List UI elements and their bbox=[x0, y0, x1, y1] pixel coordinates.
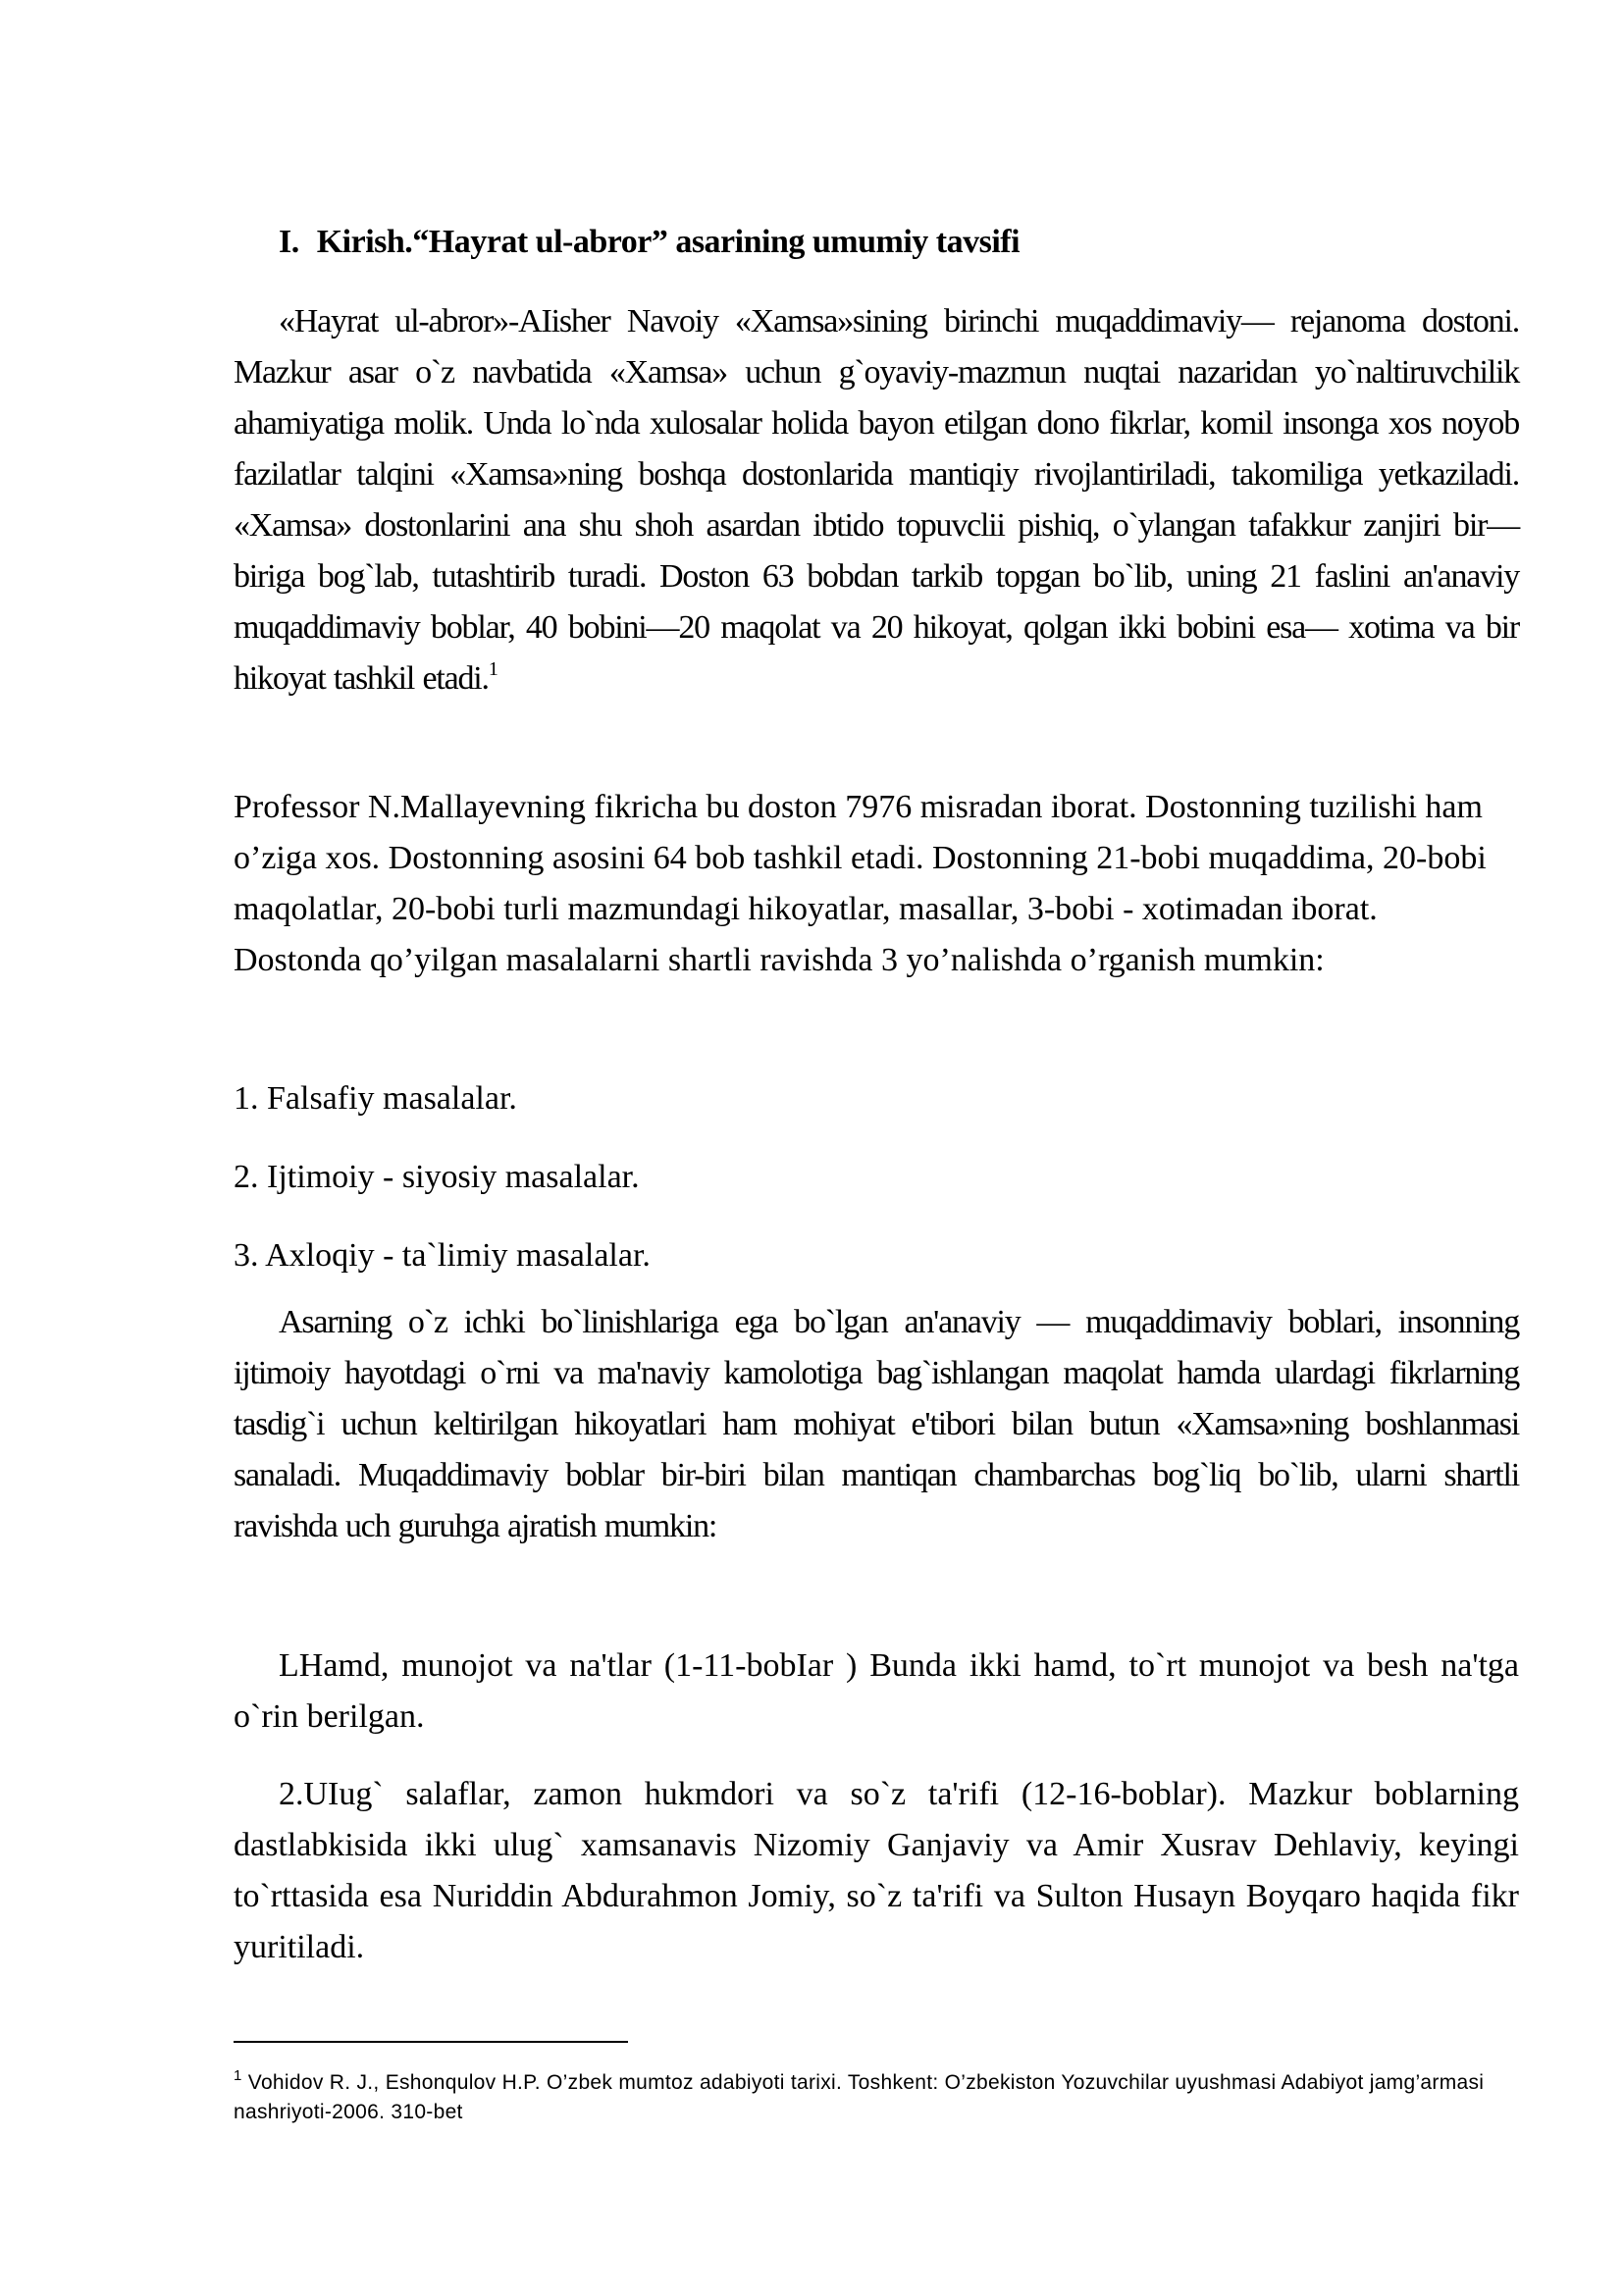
list-item-axloqiy: 3. Axloqiy - ta`limiy masalalar. bbox=[234, 1237, 651, 1274]
section-number: I. bbox=[279, 224, 299, 260]
boblar-paragraph: Asarning o`z ichki bo`linishlariga ega bo`lgan an'anaviy — muqaddimaviy boblari, insonning ijtimoiy hayotdagi o`rni va ma'naviy kamolotiga bag`ishlangan maqolat hamda ulardagi fikrlarning tasdig`i uchun keltirilgan hikoyatlari ham mohiyat e'tibori bilan butun «Xamsa»ning boshlanmasi sanaladi. Muqaddimaviy boblar bir-biri bilan mantiqan chambarchas bog`liq bo`lib, ularni shartli ravishda uch guruhga ajratish mumkin: bbox=[234, 1304, 1519, 1544]
list-item-falsafiy: 1. Falsafiy masalalar. bbox=[234, 1080, 517, 1117]
footnote-text: Vohidov R. J., Eshonqulov H.P. O’zbek mumtoz adabiyoti tarixi. Toshkent: O’zbekiston Yozuvchilar uyushmasi Adabiyot jamg’armasi nashriyoti-2006. 310-bet bbox=[234, 2071, 1485, 2123]
footnote-number: 1 bbox=[234, 2067, 242, 2084]
section-title: Kirish.“Hayrat ul-abror” asarining umumiy tavsifi bbox=[316, 224, 1021, 260]
ulug-salaflar-paragraph: 2.UIug` salaflar, zamon hukmdori va so`z ta'rifi (12-16-boblar). Mazkur boblarning dastlabkisida ikki ulug` xamsanavis Nizomiy Ganjaviy va Amir Xusrav Dehlaviy, keyingi to`rttasida esa Nuriddin Abdurahmon Jomiy, so`z ta'rifi va Sulton Husayn Boyqaro haqida fikr yuritiladi. bbox=[234, 1776, 1519, 1965]
hamd-paragraph: LHamd, munojot va na'tlar (1-11-bobIar ) Bunda ikki hamd, to`rt munojot va besh na'tga o`rin berilgan. bbox=[234, 1647, 1519, 1735]
section-heading bbox=[279, 224, 1020, 261]
list-item-ijtimoiy: 2. Ijtimoiy - siyosiy masalalar. bbox=[234, 1159, 640, 1195]
intro-paragraph-text: «Hayrat ul-abror»-AIisher Navoiy «Xamsa»sining birinchi muqaddimaviy— rejanoma dostoni. Mazkur asar o`z navbatida «Xamsa» uchun g`oyaviy-mazmun nuqtai nazaridan yo`naltiruvchilik ahamiyatiga molik. Unda lo`nda xulosalar holida bayon etilgan dono fikrlar, komil insonga xos noyob fazilatlar talqini «Xamsa»ning boshqa dostonlarida mantiqiy rivojlantiriladi, takomiliga yetkaziladi. «Xamsa» dostonlarini ana shu shoh asardan ibtido topuvclii pishiq, o`ylangan tafakkur zanjiri bir— biriga bog`lab, tutashtirib turadi. Doston 63 bobdan tarkib topgan bo`lib, uning 21 faslini an'anaviy muqaddimaviy boblar, 40 bobini—20 maqolat va 20 hikoyat, qolgan ikki bobini esa— xotima va bir hikoyat tashkil etadi. bbox=[234, 303, 1519, 697]
professor-paragraph: Professor N.Mallayevning fikricha bu doston 7976 misradan iborat. Dostonning tuzilishi ham o’ziga xos. Dostonning asosini 64 bob tashkil etadi. Dostonning 21-bobi muqaddima, 20-bobi maqolatlar, 20-bobi turli mazmundagi hikoyatlar, masallar, 3-bobi - xotimadan iborat. Dostonda qo’yilgan masalalarni shartli ravishda 3 yo’nalishda o’rganish mumkin: bbox=[234, 789, 1487, 978]
footnote bbox=[234, 2068, 1529, 2127]
intro-paragraph bbox=[234, 296, 1519, 704]
footnote-reference: 1 bbox=[488, 658, 498, 680]
footnote-separator bbox=[234, 2041, 628, 2043]
